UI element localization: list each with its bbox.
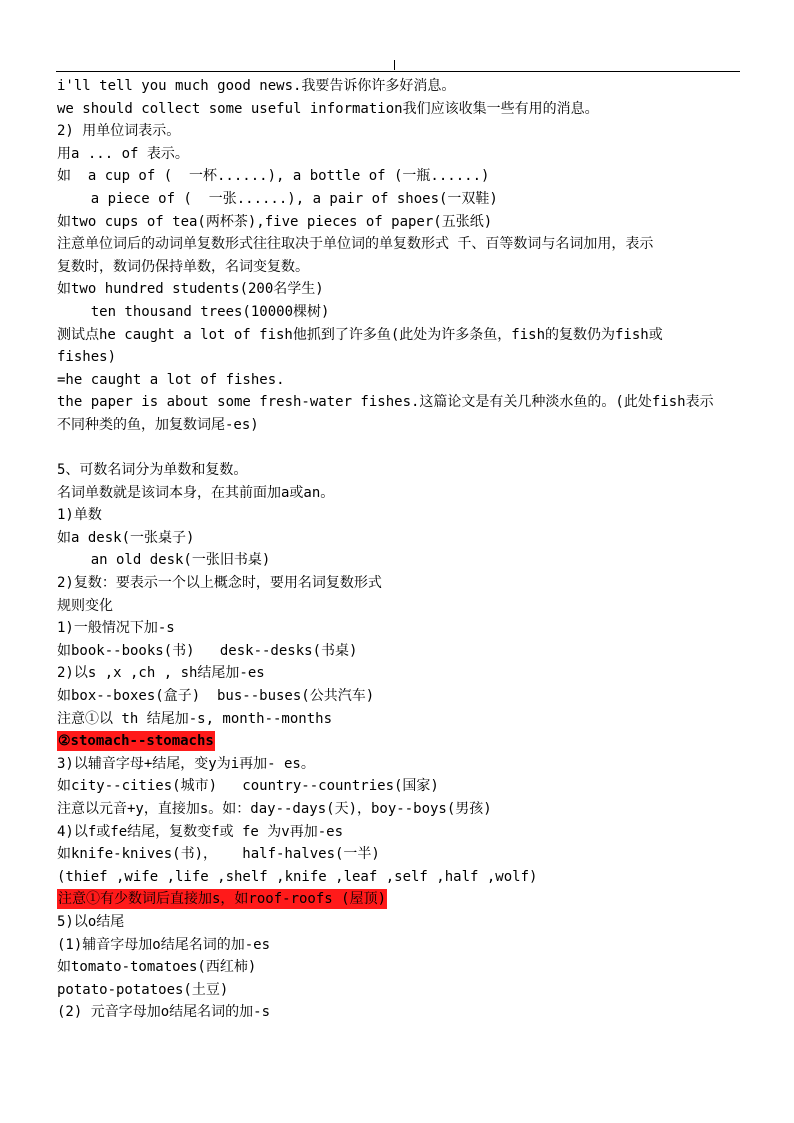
text-line: ten thousand trees(10000棵树) xyxy=(57,303,330,320)
header-center-mark xyxy=(394,60,395,70)
blank-line xyxy=(57,437,747,460)
text-line: i'll tell you much good news.我要告诉你许多好消息。 xyxy=(57,78,456,94)
text-line: 如two hundred students(200名学生) xyxy=(57,281,324,298)
text-line: 如 a cup of ( 一杯......), a bottle of (一瓶......) xyxy=(57,168,490,185)
text-line: 如book--books(书) desk--desks(书桌) xyxy=(57,642,358,659)
text-line: 复数时，数词仍保持单数，名词变复数。 xyxy=(57,258,309,275)
header-rule xyxy=(56,71,740,72)
text-line: 2)复数：要表示一个以上概念时，要用名词复数形式 xyxy=(57,575,382,592)
text-line xyxy=(57,888,747,911)
highlighted-note: 注意①有少数词后直接加s，如roof-roofs (屋顶) xyxy=(58,891,387,908)
text-line: 5)以o结尾 xyxy=(57,913,125,930)
text-line: 不同种类的鱼，加复数词尾-es) xyxy=(57,416,259,433)
text-line: =he caught a lot of fishes. xyxy=(57,371,285,388)
text-line: 规则变化 xyxy=(57,597,113,614)
text-line: an old desk(一张旧书桌) xyxy=(57,552,271,569)
text-line: (thief ,wife ,life ,shelf ,knife ,leaf ,self ,half ,wolf) xyxy=(57,868,538,885)
text-line: a piece of ( 一张......), a pair of shoes(一双鞋) xyxy=(57,190,498,207)
text-line: 3)以辅音字母+结尾，变y为i再加- es。 xyxy=(57,755,315,772)
text-line: 如city--cities(城市) country--countries(国家) xyxy=(57,778,439,795)
text-line: 名词单数就是该词本身，在其前面加a或an。 xyxy=(57,484,335,501)
highlighted-note: ②stomach--stomachs xyxy=(58,733,214,750)
text-line: 1)单数 xyxy=(57,507,102,524)
text-line: 如tomato-tomatoes(西红柿) xyxy=(57,959,257,976)
text-line: 注意①以 th 结尾加-s, month--months xyxy=(57,710,333,727)
text-line: 如two cups of tea(两杯茶),five pieces of paper(五张纸) xyxy=(57,213,493,230)
text-line: 如box--boxes(盒子) bus--buses(公共汽车) xyxy=(57,688,375,705)
text-line xyxy=(57,730,747,753)
text-line: (1)辅音字母加o结尾名词的加-es xyxy=(57,936,271,953)
text-line: 2)以s ,x ,ch , sh结尾加-es xyxy=(57,665,265,682)
text-line: 2) 用单位词表示。 xyxy=(57,123,181,140)
text-line: potato-potatoes(土豆) xyxy=(57,981,229,998)
text-line: 注意单位词后的动词单复数形式往往取决于单位词的单复数形式 千、百等数词与名词加用，表示 xyxy=(57,236,654,253)
text-line: 如a desk(一张桌子) xyxy=(57,529,195,546)
text-line: 4)以f或fe结尾，复数变f或 fe 为v再加-es xyxy=(57,823,344,840)
text-line: fishes) xyxy=(57,349,117,366)
text-line: 用a ... of 表示。 xyxy=(57,145,189,162)
text-line: 注意以元音+y，直接加s。如：day--days(天)，boy--boys(男孩) xyxy=(57,801,492,817)
document-body xyxy=(57,75,747,1024)
section-heading: 5、可数名词分为单数和复数。 xyxy=(57,462,248,479)
text-line: we should collect some useful information我们应该收集一些有用的消息。 xyxy=(57,100,599,117)
text-line: 测试点he caught a lot of fish他抓到了许多鱼(此处为许多条鱼，fish的复数仍为fish或 xyxy=(57,326,663,343)
text-line: 1)一般情况下加-s xyxy=(57,620,175,637)
text-line: 如knife-knives(书)， half-halves(一半) xyxy=(57,846,380,863)
text-line: the paper is about some fresh-water fishes.这篇论文是有关几种淡水鱼的。(此处fish表示 xyxy=(57,394,714,411)
text-line: (2) 元音字母加o结尾名词的加-s xyxy=(57,1004,271,1021)
